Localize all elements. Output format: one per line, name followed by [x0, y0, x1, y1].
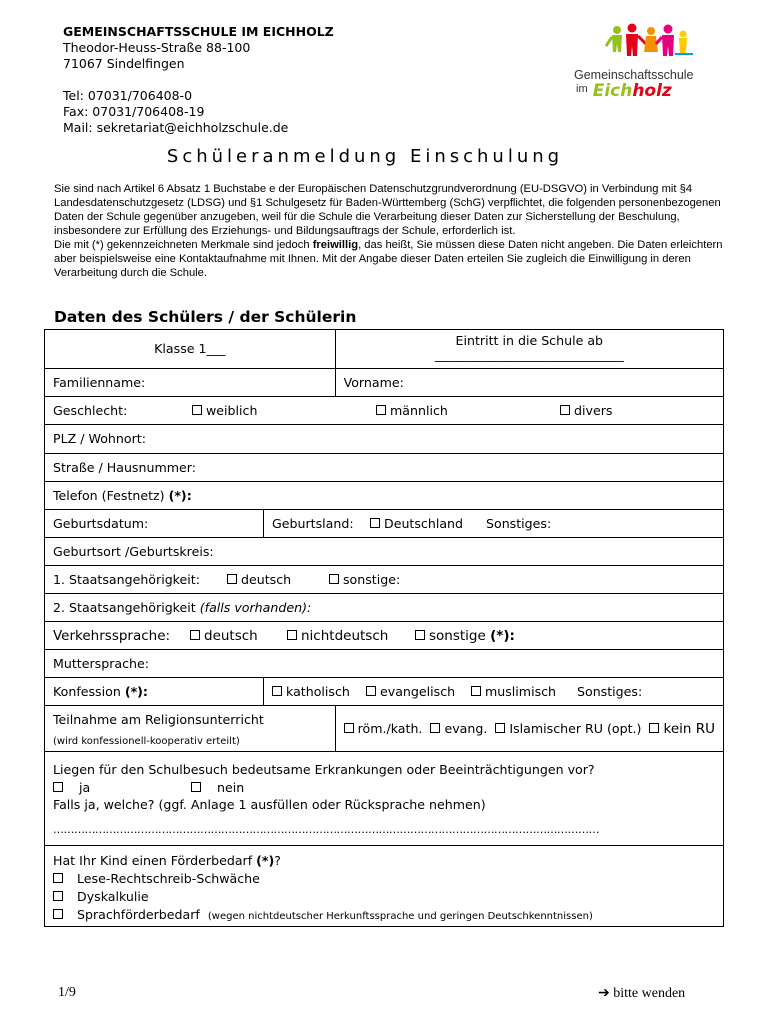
logo-eich: Eich: [592, 81, 633, 101]
checkbox-icon: [329, 574, 339, 584]
konfession-options: [264, 678, 724, 706]
konfession-label: Konfession (*):: [45, 678, 264, 706]
school-mail: Mail: sekretariat@eichholzschule.de: [63, 120, 289, 135]
student-data-form: [44, 329, 724, 927]
checkbox-icon: [227, 574, 237, 584]
logo-subtext: $^{im}$ Eichholz: [576, 81, 672, 101]
muslimisch-checkbox[interactable]: muslimisch: [471, 684, 556, 700]
logo-holz: holz: [632, 81, 672, 101]
religion-options: [335, 706, 723, 752]
divers-checkbox[interactable]: divers: [560, 403, 612, 419]
konfession-sonstiges[interactable]: Sonstiges:: [577, 684, 643, 699]
arrow-right-icon: ➔: [598, 986, 610, 1001]
muttersprache-field[interactable]: Muttersprache:: [45, 650, 724, 678]
erkrankung-nein-checkbox[interactable]: nein: [191, 779, 244, 797]
geburtsdatum-field[interactable]: Geburtsdatum:: [45, 510, 264, 538]
deutschland-checkbox[interactable]: Deutschland: [370, 516, 463, 532]
checkbox-icon: [376, 405, 386, 415]
islam-ru-checkbox[interactable]: Islamischer RU (opt.): [495, 721, 641, 736]
sprachfoerder-checkbox[interactable]: Sprachförderbedarf (wegen nichtdeutscher Herkunftssprache und geringen Deutschkenntnissen): [53, 906, 715, 926]
checkbox-icon: [287, 630, 297, 640]
privacy-paragraph-1: Sie sind nach Artikel 6 Absatz 1 Buchstabe e der Europäischen Datenschutzgrundverordnung (EU-DSGVO) in Verbindung mit §4 Landesdatenschutzgesetz (LDSG) und §1 Schulgesetz für Baden-Württemberg (SchG) verpflichtet, die folgenden personenbezogenen Daten der Schule gegenüber anzugeben, weil für die Schule die Verarbeitung dieser Daten zur Sicherstellung der Beschulung, insbesondere zur Erfüllung des Erziehungs- und Bildungsauftrags der Schule, erforderlich ist.: [54, 183, 721, 237]
checkbox-icon: [190, 630, 200, 640]
staatsangehoerigkeit-2-field[interactable]: 2. Staatsangehörigkeit (falls vorhanden):: [45, 594, 724, 622]
checkbox-icon: [53, 909, 63, 919]
staatsangehoerigkeit-1-row: 1. Staatsangehörigkeit: deutsch sonstige:: [45, 566, 724, 594]
lrs-checkbox[interactable]: Lese-Rechtschreib-Schwäche: [53, 870, 715, 888]
kein-ru-checkbox[interactable]: kein RU: [649, 721, 715, 737]
maennlich-checkbox[interactable]: männlich: [376, 403, 448, 419]
vorname-field[interactable]: Vorname:: [335, 369, 723, 397]
verkehr-sonstige-checkbox[interactable]: sonstige (*):: [415, 628, 515, 644]
erkrankung-ja-checkbox[interactable]: ja: [53, 779, 90, 797]
evangelisch-checkbox[interactable]: evangelisch: [366, 684, 455, 700]
eintritt-field[interactable]: Eintritt in die Schule ab ______________________________: [335, 330, 723, 369]
school-address: [63, 24, 334, 136]
school-fax: Fax: 07031/706408-19: [63, 104, 205, 119]
please-turn-over: ➔ bitte wenden: [598, 986, 686, 1001]
checkbox-icon: [192, 405, 202, 415]
familienname-field[interactable]: Familienname:: [45, 369, 336, 397]
page-number: 1/9: [58, 985, 76, 1000]
checkbox-icon: [495, 723, 505, 733]
checkbox-icon: [53, 782, 63, 792]
checkbox-icon: [649, 723, 659, 733]
geschlecht-row: Geschlecht: weiblich männlich divers: [45, 397, 724, 425]
erkrankungen-block: Liegen für den Schulbesuch bedeutsame Erkrankungen oder Beeinträchtigungen vor? ja nein Falls ja, welche? (ggf. Anlage 1 ausfüllen oder Rücksprache nehmen) …………………………………………………………………………………………………………………………………………: [45, 752, 724, 846]
school-logo: [572, 22, 722, 102]
verkehr-deutsch-checkbox[interactable]: deutsch: [190, 628, 258, 644]
telefon-field[interactable]: Telefon (Festnetz) (*):: [45, 482, 724, 510]
checkbox-icon: [560, 405, 570, 415]
school-street: Theodor-Heuss-Straße 88-100: [63, 40, 251, 55]
rk-checkbox[interactable]: röm./kath.: [344, 721, 423, 736]
checkbox-icon: [344, 723, 354, 733]
geburtsort-field[interactable]: Geburtsort /Geburtskreis:: [45, 538, 724, 566]
privacy-notice: [54, 182, 740, 280]
checkbox-icon: [370, 518, 380, 528]
geburtsland-sonstiges[interactable]: Sonstiges:: [486, 516, 552, 531]
section-title: Daten des Schülers / der Schülerin: [54, 308, 357, 326]
school-tel: Tel: 07031/706408-0: [63, 88, 193, 103]
strasse-field[interactable]: Straße / Hausnummer:: [45, 454, 724, 482]
staat1-deutsch-checkbox[interactable]: deutsch: [227, 572, 291, 588]
checkbox-icon: [430, 723, 440, 733]
page-title: Schüleranmeldung Einschulung: [166, 146, 564, 167]
privacy-paragraph-2: Die mit (*) gekennzeichneten Merkmale sind jedoch freiwillig, das heißt, Sie müssen diese Daten nicht angeben. Die Daten erleichtern aber beispielsweise eine Kontaktaufnahme mit Ihnen. Mit der Angabe dieser Daten erteilen Sie zugleich die Einwilligung in deren Verarbeitung durch die Schule.: [54, 239, 723, 279]
verkehr-nichtdeutsch-checkbox[interactable]: nichtdeutsch: [287, 628, 388, 644]
klasse-field[interactable]: Klasse 1___: [45, 330, 336, 369]
katholisch-checkbox[interactable]: katholisch: [272, 684, 350, 700]
evang-checkbox[interactable]: evang.: [430, 721, 487, 736]
family-figures-icon: [572, 22, 722, 66]
school-city: 71067 Sindelfingen: [63, 56, 185, 71]
geburtsland-row: Geburtsland: Deutschland Sonstiges:: [264, 510, 724, 538]
erkrankung-input-line[interactable]: …………………………………………………………………………………………………………………………………………: [53, 823, 599, 836]
checkbox-icon: [366, 686, 376, 696]
weiblich-checkbox[interactable]: weiblich: [192, 403, 257, 419]
verkehrssprache-row: Verkehrssprache: deutsch nichtdeutsch sonstige (*):: [45, 622, 724, 650]
checkbox-icon: [272, 686, 282, 696]
logo-text: Gemeinschaftsschule: [574, 68, 694, 82]
checkbox-icon: [471, 686, 481, 696]
checkbox-icon: [53, 891, 63, 901]
checkbox-icon: [191, 782, 201, 792]
staat1-sonstige-checkbox[interactable]: sonstige:: [329, 572, 400, 588]
foerderbedarf-block: Hat Ihr Kind einen Förderbedarf (*)? Lese-Rechtschreib-Schwäche Dyskalkulie Sprachförderbedarf (wegen nichtdeutscher Herkunftssprache und geringen Deutschkenntnissen): [45, 846, 724, 927]
plz-wohnort-field[interactable]: PLZ / Wohnort:: [45, 425, 724, 454]
dyskalkulie-checkbox[interactable]: Dyskalkulie: [53, 888, 715, 906]
school-name: GEMEINSCHAFTSSCHULE IM EICHHOLZ: [63, 24, 334, 39]
checkbox-icon: [415, 630, 425, 640]
religion-label: Teilnahme am Religionsunterricht (wird konfessionell-kooperativ erteilt): [45, 706, 336, 752]
checkbox-icon: [53, 873, 63, 883]
